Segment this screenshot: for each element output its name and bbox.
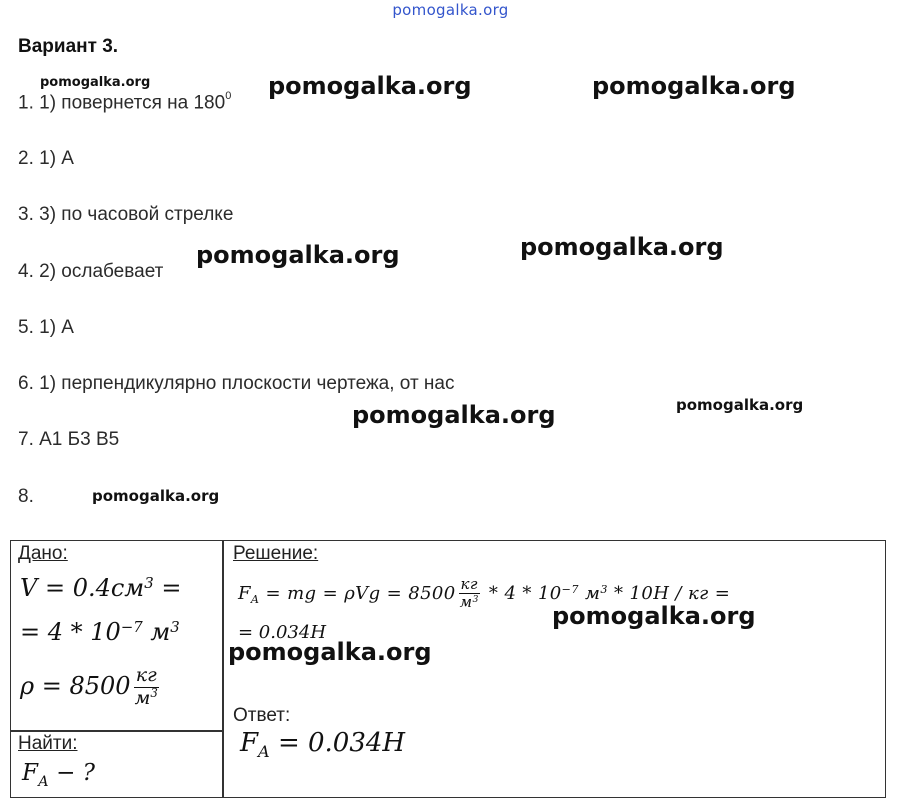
watermark: pomogalka.org bbox=[40, 75, 151, 90]
answer-item-1 bbox=[18, 92, 231, 114]
answer-item-8: 8. bbox=[18, 486, 34, 507]
answer-rest: = 0.034Н bbox=[269, 728, 406, 758]
given-volume-converted bbox=[20, 618, 180, 646]
page-title: Вариант 3. bbox=[18, 36, 119, 57]
solution-fraction bbox=[458, 576, 481, 612]
solution-symbol: F bbox=[238, 582, 251, 604]
solution-exp: 3 bbox=[600, 582, 608, 596]
answer-item-3: 3. 3) по часовой стрелке bbox=[18, 204, 234, 225]
watermark: pomogalka.org bbox=[676, 396, 804, 414]
watermark: pomogalka.org bbox=[268, 72, 472, 100]
answer-symbol: F bbox=[240, 728, 259, 758]
answer-item-2: 2. 1) А bbox=[18, 148, 74, 169]
watermark-top: pomogalka.org bbox=[392, 1, 509, 19]
solution-result-line: = 0.034Н bbox=[238, 622, 327, 643]
find-expression bbox=[22, 760, 95, 790]
find-subscript: А bbox=[37, 773, 49, 790]
watermark: pomogalka.org bbox=[196, 241, 400, 269]
solution-label: Решение: bbox=[233, 543, 319, 564]
fraction-denominator bbox=[133, 688, 160, 710]
fraction-denominator bbox=[458, 594, 481, 611]
answer-label: Ответ: bbox=[233, 705, 291, 726]
find-symbol: F bbox=[22, 760, 38, 786]
watermark: pomogalka.org bbox=[92, 487, 220, 505]
fraction-denominator-exp: 3 bbox=[472, 594, 479, 606]
given-volume-lhs: V = 0.4см bbox=[20, 574, 145, 602]
final-answer bbox=[240, 728, 406, 762]
fraction-numerator: кг bbox=[460, 575, 478, 593]
solution-exp: −7 bbox=[561, 582, 579, 596]
given-volume-value: = 4 * 10 bbox=[20, 618, 121, 646]
given-density-lhs: ρ = 8500 bbox=[20, 671, 131, 700]
answer-item-6: 6. 1) перпендикулярно плоскости чертежа, от нас bbox=[18, 373, 455, 394]
answer-text: 1. 1) повернется на 180 bbox=[18, 92, 226, 114]
answer-superscript: 0 bbox=[225, 90, 232, 102]
given-volume-eq: = bbox=[153, 574, 182, 602]
given-label: Дано: bbox=[18, 543, 68, 564]
find-label: Найти: bbox=[18, 733, 78, 754]
watermark: pomogalka.org bbox=[228, 638, 432, 666]
solution-part: = mg = ρVg = 8500 bbox=[259, 582, 456, 604]
given-volume-unit: м bbox=[142, 618, 171, 646]
fraction-denominator-unit: м bbox=[134, 686, 151, 709]
solution-part: м bbox=[578, 582, 601, 604]
given-density-fraction bbox=[133, 665, 160, 710]
answer-subscript: A bbox=[258, 742, 270, 762]
given-volume bbox=[20, 574, 181, 602]
given-volume-unit-exp: 3 bbox=[170, 617, 180, 636]
given-density bbox=[20, 665, 162, 710]
fraction-denominator-exp: 3 bbox=[150, 686, 158, 701]
find-rest: − ? bbox=[48, 760, 95, 786]
solution-part: * 4 * 10 bbox=[482, 582, 562, 604]
given-volume-power: −7 bbox=[120, 617, 143, 636]
watermark: pomogalka.org bbox=[592, 72, 796, 100]
answer-item-5: 5. 1) А bbox=[18, 317, 74, 338]
watermark: pomogalka.org bbox=[520, 233, 724, 261]
fraction-denominator-unit: м bbox=[459, 593, 473, 612]
answer-item-4: 4. 2) ослабевает bbox=[18, 261, 164, 282]
watermark: pomogalka.org bbox=[352, 401, 556, 429]
answer-item-7: 7. А1 Б3 В5 bbox=[18, 429, 120, 450]
solution-subscript: A bbox=[250, 593, 260, 607]
given-volume-exp: 3 bbox=[144, 573, 154, 592]
watermark: pomogalka.org bbox=[552, 602, 756, 630]
solution-part: * 10Н / кг = bbox=[607, 582, 731, 604]
fraction-numerator: кг bbox=[135, 664, 157, 686]
